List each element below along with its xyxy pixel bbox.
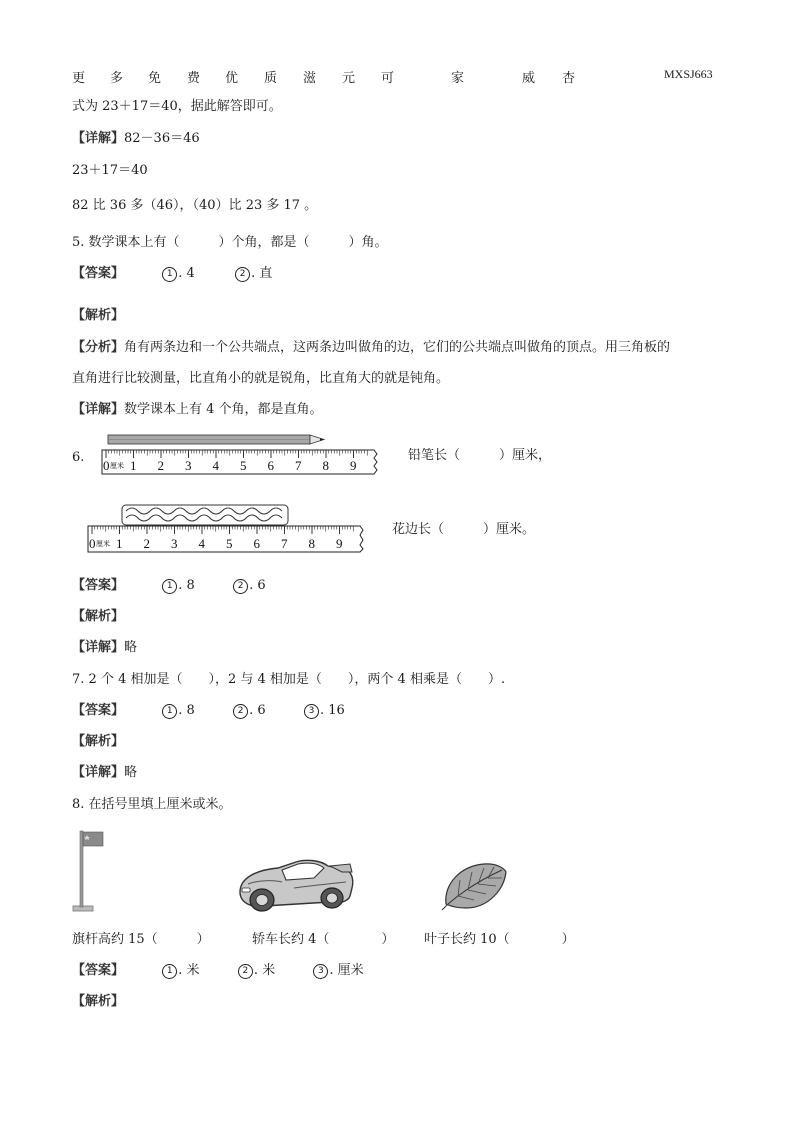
- ruler-tick-label: 2: [157, 458, 164, 473]
- header-char: 更: [72, 71, 86, 86]
- question-5: 5. 数学课本上有（ ）个角，都是（ ）角。: [72, 235, 388, 250]
- detail-text: 略: [124, 640, 138, 655]
- answer-item: 2 . 直: [235, 266, 272, 281]
- lace-ruler-figure: [84, 502, 374, 554]
- ruler-tick-label: 5: [240, 458, 247, 473]
- detail-tag: 【详解】: [72, 402, 125, 417]
- ruler-tick-label: 0: [103, 458, 110, 473]
- ruler-tick-label: 4: [212, 458, 219, 473]
- car-image: [234, 852, 356, 916]
- intro-detail-line: [72, 130, 200, 148]
- leaf-image: [440, 860, 510, 912]
- answer-item: 3 . 厘米: [313, 963, 363, 978]
- q8-item-car: 轿车长约 4（ ）: [252, 932, 395, 947]
- detail-text: 略: [124, 765, 138, 780]
- q6-answer-row: [72, 577, 266, 595]
- intro-line: 式为 23＋17＝40，据此解答即可。: [72, 99, 282, 114]
- answer-item: 2 . 6: [233, 703, 266, 718]
- answer-item: 1 . 8: [162, 703, 195, 718]
- detail-tag: 【详解】: [72, 765, 125, 780]
- header-char: 杏: [562, 71, 576, 86]
- fenxi-text: 角有两条边和一个公共端点，这两条边叫做角的边，它们的公共端点叫做角的顶点。用三角板的: [124, 340, 671, 355]
- header-char: 多: [110, 71, 124, 86]
- ruler-image: [88, 526, 363, 552]
- question-6-number: 6.: [72, 450, 85, 465]
- header-char: 家: [451, 71, 465, 86]
- header-char: 免: [148, 71, 162, 86]
- pencil-question: 铅笔长（ ）厘米，: [408, 448, 552, 463]
- ruler-tick-label: 9: [336, 536, 343, 551]
- intro-line: 82 比 36 多（46），（40）比 23 多 17 。: [72, 198, 318, 213]
- q7-detail: [72, 764, 137, 782]
- ruler-tick-label: 3: [185, 458, 192, 473]
- q8-item-flagpole: 旗杆高约 15（ ）: [72, 932, 210, 947]
- ruler-tick-label: 2: [143, 536, 150, 551]
- detail-text: 数学课本上有 4 个角，都是直角。: [124, 402, 323, 417]
- header-char: 元: [342, 71, 356, 86]
- ruler-tick-label: 1: [116, 536, 123, 551]
- pencil-image: [108, 435, 324, 444]
- answer-tag: 【答案】: [72, 703, 125, 718]
- ruler-tick-label: 8: [308, 536, 315, 551]
- question-7: 7. 2 个 4 相加是（ ），2 与 4 相加是（ ），两个 4 相乘是（ ）.: [72, 672, 506, 687]
- ruler-image: [102, 450, 377, 474]
- question-8: 8. 在括号里填上厘米或米。: [72, 797, 232, 812]
- ruler-unit-label: 厘米: [96, 540, 110, 548]
- answer-item: 2 . 6: [233, 578, 266, 593]
- fenxi-tag: 【分析】: [72, 340, 125, 355]
- ruler-tick-label: 5: [226, 536, 233, 551]
- analysis-tag: 【解析】: [72, 734, 125, 749]
- lace-question: 花边长（ ）厘米。: [392, 522, 536, 537]
- header-code: MXSJ663: [664, 67, 713, 81]
- detail-tag: 【详解】: [72, 640, 125, 655]
- header-char: 优: [225, 71, 239, 86]
- ruler-tick-label: 7: [281, 536, 288, 551]
- answer-tag: 【答案】: [72, 578, 125, 593]
- ruler-tick-label: 0: [89, 536, 96, 551]
- ruler-tick-label: 9: [350, 458, 357, 473]
- answer-item: 1 . 8: [162, 578, 195, 593]
- q5-detail: [72, 401, 323, 419]
- ruler-unit-label: 厘米: [110, 462, 124, 470]
- header-char: 费: [187, 71, 201, 86]
- q8-item-leaf: 叶子长约 10（ ）: [424, 932, 575, 947]
- analysis-tag: 【解析】: [72, 994, 125, 1009]
- q7-answer-row: [72, 702, 345, 720]
- analysis-tag: 【解析】: [72, 609, 125, 624]
- header-char: 可: [381, 71, 395, 86]
- q5-answer-row: [72, 265, 272, 283]
- flagpole-image: [70, 828, 110, 916]
- lace-image: [122, 505, 288, 525]
- q8-answer-row: [72, 962, 364, 980]
- q6-detail: [72, 639, 137, 657]
- intro-detail-text: 82－36＝46: [124, 131, 200, 146]
- header-char: 威: [522, 71, 536, 86]
- ruler-tick-label: 7: [295, 458, 302, 473]
- analysis-tag: 【解析】: [72, 308, 125, 323]
- header-char: 质: [264, 71, 278, 86]
- q5-fenxi: [72, 339, 670, 357]
- ruler-tick-label: 6: [253, 536, 260, 551]
- ruler-tick-label: 6: [267, 458, 274, 473]
- answer-tag: 【答案】: [72, 963, 125, 978]
- detail-tag: 【详解】: [72, 131, 125, 146]
- answer-item: 2 . 米: [238, 963, 275, 978]
- ruler-tick-label: 3: [171, 536, 178, 551]
- answer-tag: 【答案】: [72, 266, 125, 281]
- ruler-tick-label: 8: [322, 458, 329, 473]
- answer-item: 3 . 16: [304, 703, 345, 718]
- answer-item: 1 . 米: [162, 963, 199, 978]
- header-char: 滋: [303, 71, 317, 86]
- intro-line: 23＋17＝40: [72, 163, 148, 178]
- q5-fenxi-line2: 直角进行比较测量，比直角小的就是锐角，比直角大的就是钝角。: [72, 371, 450, 386]
- ruler-tick-label: 4: [198, 536, 205, 551]
- ruler-tick-label: 1: [130, 458, 137, 473]
- pencil-ruler-figure: [98, 430, 383, 478]
- answer-item: 1 . 4: [162, 266, 195, 281]
